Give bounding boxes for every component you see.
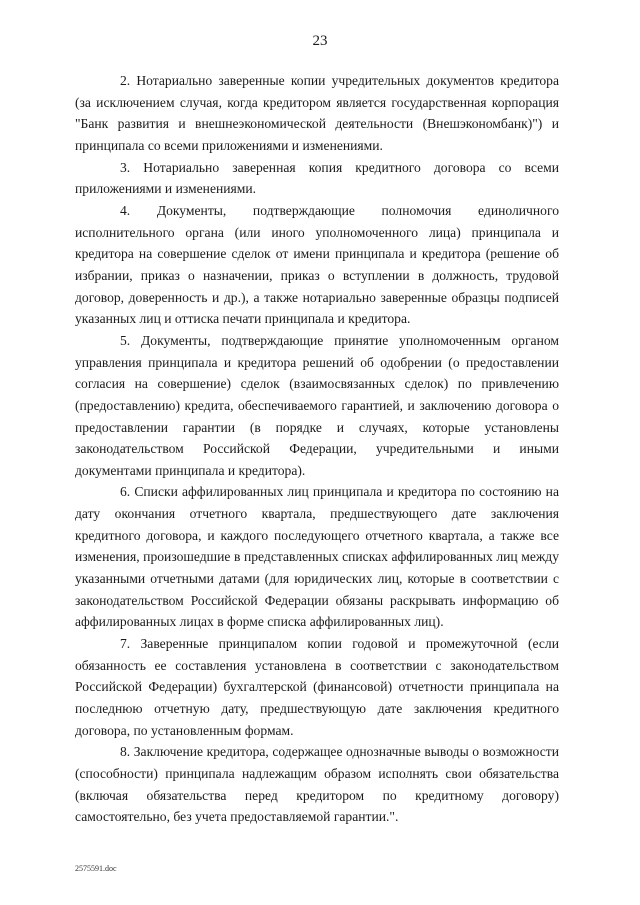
paragraph-item-8: 8. Заключение кредитора, содержащее однозначные выводы о возможности (способности) принципала надлежащим образом исполнять свои обязательства (включая обязательства перед кредитором по кредитному договору) самостоятельно, без учета предоставляемой гарантии.". bbox=[75, 744, 559, 825]
footer-file-code: 2575591.doc bbox=[75, 864, 117, 873]
paragraph-item-3: 3. Нотариально заверенная копия кредитного договора со всеми приложениями и изменениями. bbox=[75, 159, 559, 197]
paragraph-item-4: 4. Документы, подтверждающие полномочия единоличного исполнительного органа (или иного уполномоченного лица) принципала и кредитора на совершение сделок от имени принципала и кредитора (решение об избрании, приказ о назначении, приказ о вступлении в должность, трудовой договор, доверенность и др.), а также нотариально заверенные образцы подписей указанных лиц и оттиска печати принципала и кредитора. bbox=[75, 202, 559, 327]
page-number: 23 bbox=[312, 33, 328, 49]
paragraph-item-6: 6. Списки аффилированных лиц принципала и кредитора по состоянию на дату окончания отчетного квартала, предшествующего дате заключения кредитного договора, и каждого последующего отчетного квартала, а также все изменения, произошедшие в представленных списках аффилированных лиц между указанными отчетными датами (для юридических лиц, которые в соответствии с законодательством Российской Федерации обязаны раскрывать информацию об аффилированных лицах в форме списка аффилированных лиц). bbox=[75, 484, 559, 630]
paragraph-item-5: 5. Документы, подтверждающие принятие уполномоченным органом управления принципала и кредитора решений об одобрении (о предоставлении согласия на совершение) сделок (взаимосвязанных сделок) по привлечению (предоставлению) кредита, обеспечиваемого гарантией, и заключению договора о предоставлении гарантии (в порядке и случаях, которые установлены законодательством Российской Федерации, учредительными и иными документами принципала и кредитора). bbox=[75, 332, 559, 478]
paragraph-item-7: 7. Заверенные принципалом копии годовой и промежуточной (если обязанность ее составления установлена в соответствии с законодательством Российской Федерации) бухгалтерской (финансовой) отчетности принципала на последнюю отчетную дату, предшествующую дате заключения кредитного договора, по установленным формам. bbox=[75, 636, 559, 738]
paragraph-item-2: 2. Нотариально заверенные копии учредительных документов кредитора (за исключением случая, когда кредитором является государственная корпорация "Банк развития и внешнеэкономической деятельности (Внешэкономбанк)") и принципала со всеми приложениями и изменениями. bbox=[75, 73, 559, 153]
document-body bbox=[75, 70, 559, 828]
